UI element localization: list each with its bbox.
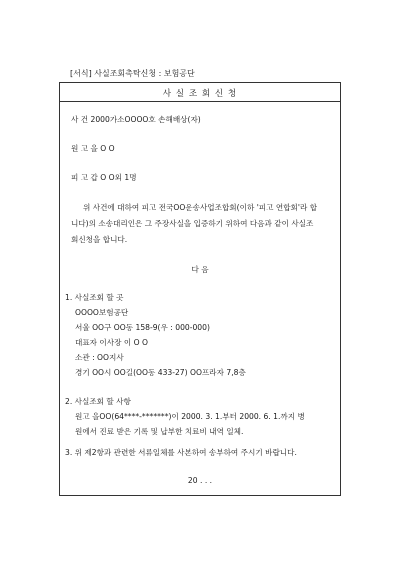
section3-line: 3. 위 제2항과 관련한 서류일체를 사본하여 송부하여 주시기 바랍니다.	[65, 448, 297, 457]
section1-org: OOOO보험공단	[75, 308, 129, 317]
section2-line-1: 원고 을OO(64****-*******)이 2000. 3. 1.부터 2000. 6. 1.까지 병	[75, 412, 305, 421]
plaintiff-line: 원 고 을 O O	[71, 144, 115, 153]
section2-line-2: 원에서 진료 받은 기록 및 납부한 치료비 내역 일체.	[75, 427, 244, 436]
case-line: 사 건 2000가소OOOO호 손해배상(자)	[71, 115, 201, 124]
defendant-line: 피 고 갑 O O외 1명	[71, 173, 137, 182]
section1-address: 서울 OO구 OO동 158-9(우 : 000-000)	[75, 323, 210, 332]
intro-line-3: 회신청을 합니다.	[71, 235, 128, 244]
form-title: 사 실 조 회 신 청	[162, 89, 238, 99]
application-form	[59, 82, 341, 496]
section1-branch-address: 경기 OO시 OO길(OO동 433-27) OO프라자 7,8층	[75, 368, 246, 377]
section1-title: 1. 사실조회 할 곳	[65, 293, 124, 302]
section1-branch: 소관 : OO지사	[75, 353, 124, 362]
intro-line-1: 위 사건에 대하여 피고 전국OO운송사업조합회(이하 '피고 연합회'라 합	[83, 203, 318, 212]
date-line: 20 . . .	[187, 476, 213, 485]
section1-representative: 대표자 이사장 이 O O	[75, 338, 148, 347]
intro-line-2: 니다)의 소송대리인은 그 주장사실을 입증하기 위하여 다음과 같이 사실조	[71, 219, 314, 228]
section2-title: 2. 사실조회 할 사항	[65, 397, 131, 406]
form-header-label: [서식] 사실조회촉탁신청 : 보험공단	[70, 69, 195, 78]
heading-next: 다 음	[191, 265, 209, 274]
title-divider	[60, 101, 340, 102]
